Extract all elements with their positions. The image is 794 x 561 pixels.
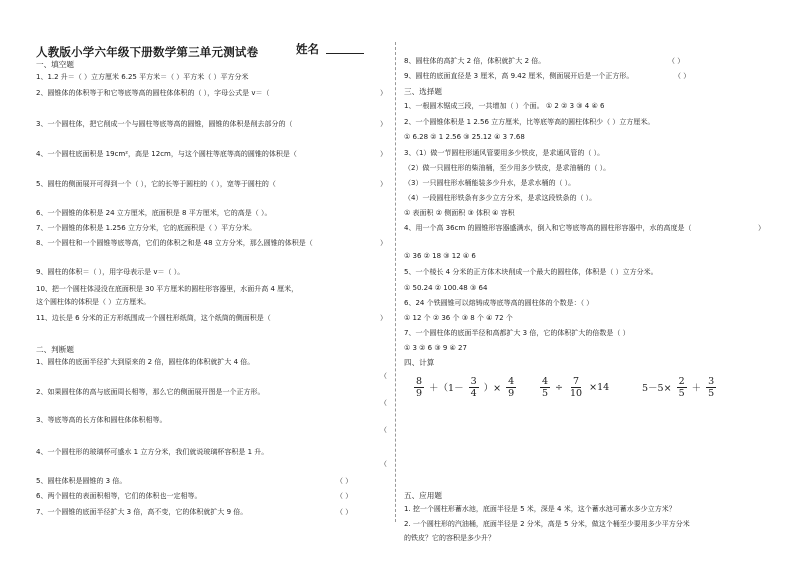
statement-line: 4、一个圆柱形的玻璃杯可盛水 1 立方分米，我们就说玻璃杯容积是 1 升。 <box>36 448 269 456</box>
fraction: $\frac{4}{9}$ <box>508 375 515 399</box>
statement-line: 6、两个圆柱的表面积相等，它们的体积也一定相等。 <box>36 492 202 500</box>
calc-expression-1: $\frac{8}{9}$ ＋（1－ $\frac{3}{4}$ ）× $\frac{4}{9}$ <box>416 375 515 399</box>
question-line: 1、一根圆木锯成三段，一共增加（ ）个面。 ① 2 ② 3 ③ 4 ④ 6 <box>404 102 605 110</box>
paren-close: ） <box>380 120 387 128</box>
answer-paren: （ <box>380 399 387 407</box>
option-line: ① 3 ② 6 ③ 9 ④ 27 <box>404 344 467 352</box>
question-line: 3、一个圆柱体，把它削成一个与圆柱等底等高的圆锥，圆锥的体积是削去部分的（ <box>36 120 293 128</box>
question-line: （2）做一只圆柱形的柴油桶，至少用多少铁皮，是求油桶的（ ）。 <box>404 164 611 172</box>
page-title: 人教版小学六年级下册数学第三单元测试卷 <box>36 45 259 59</box>
answer-paren: （ ） <box>336 492 353 500</box>
statement-line: 5、圆柱体积是圆锥的 3 倍。 <box>36 477 127 485</box>
option-line: ① 12 个 ② 36 个 ③ 8 个 ④ 72 个 <box>404 314 513 322</box>
question-line: （3）一只圆柱形水桶能装多少升水，是求水桶的（ ）。 <box>404 179 576 187</box>
question-line: 11、边长是 6 分米的正方形纸围成一个圆柱形纸筒，这个纸筒的侧面积是（ <box>36 314 271 322</box>
question-line: 这个圆柱体的体积是（ ）立方厘米。 <box>36 298 151 306</box>
question-line: 2、一个圆锥体积是 1 2.56 立方厘米，比等底等高的圆柱体积少（ ）立方厘米。 <box>404 118 655 126</box>
question-line: 1、1.2 升＝（ ）立方厘米 6.25 平方米＝（ ）平方米（ ）平方分米 <box>36 73 249 81</box>
question-line: 9、圆柱的体积＝（ ），用字母表示是 v＝（ ）。 <box>36 268 185 276</box>
answer-paren: （ <box>380 426 387 434</box>
paren-close: ） <box>380 89 387 97</box>
statement-line: 9、圆柱的底面直径是 3 厘米，高 9.42 厘米，侧面展开后是一个正方形。 <box>404 72 634 80</box>
answer-paren: （ ） <box>336 508 353 516</box>
question-line: 10、把一个圆柱体浸没在底面积是 30 平方厘米的圆柱形容器里，水面升高 4 厘米， <box>36 285 299 293</box>
section-fill-blank-title: 一、填空题 <box>36 60 74 69</box>
option-line: ① 表面积 ② 侧面积 ③ 体积 ④ 容积 <box>404 209 515 217</box>
problem-line: 1. 挖一个圆柱形蓄水池，底面半径是 5 米，深是 4 米，这个蓄水池可蓄水多少立方米？ <box>404 505 676 513</box>
fraction: $\frac{8}{9}$ <box>416 375 423 399</box>
answer-paren: （ ） <box>336 477 353 485</box>
option-line: ① 36 ② 18 ③ 12 ④ 6 <box>404 252 476 260</box>
question-line: 4、用一个高 36cm 的圆锥形容器盛满水，倒入和它等底等高的圆柱形容器中，水的高度是（ <box>404 224 692 232</box>
question-line: 5、一个棱长 4 分米的正方体木块削成一个最大的圆柱体，体积是（ ）立方分米。 <box>404 268 658 276</box>
right-column <box>404 0 764 561</box>
statement-line: 8、圆柱体的高扩大 2 倍，体积就扩大 2 倍。 <box>404 57 546 65</box>
column-divider <box>395 42 396 522</box>
paren-close: ） <box>380 314 387 322</box>
section-choice-title: 三、选择题 <box>404 87 442 96</box>
paren-close: ） <box>380 180 387 188</box>
answer-paren: （ ） <box>674 72 691 80</box>
statement-line: 1、圆柱体的底面半径扩大到原来的 2 倍，圆柱体的体积就扩大 4 倍。 <box>36 358 255 366</box>
fraction: $\frac{3}{5}$ <box>708 375 715 399</box>
option-line: ① 6.28 ② 1 2.56 ③ 25.12 ④ 3 7.68 <box>404 133 525 141</box>
fraction: $\frac{3}{4}$ <box>470 375 477 399</box>
problem-line: 的铁皮？它的容积是多少升？ <box>404 534 495 542</box>
answer-paren: （ <box>380 372 387 380</box>
question-line: 5、圆柱的侧面展开可得到一个（ ），它的长等于圆柱的（ ），宽等于圆柱的（ <box>36 180 276 188</box>
calc-expression-2: $\frac{4}{5}$ ÷ $\frac{7}{10}$ ×14 <box>542 375 610 399</box>
paren-close: ） <box>380 150 387 158</box>
answer-paren: （ ） <box>668 57 685 65</box>
name-blank-line <box>326 53 364 54</box>
question-line: 8、一个圆柱和一个圆锥等底等高，它们的体积之和是 48 立方分米，那么圆锥的体积是（ <box>36 239 313 247</box>
statement-line: 7、一个圆锥的底面半径扩大 3 倍，高不变，它的体积就扩大 9 倍。 <box>36 508 248 516</box>
answer-paren: （ <box>380 460 387 468</box>
question-line: 7、一个圆柱体的底面半径和高都扩大 3 倍，它的体积扩大的倍数是（ ） <box>404 329 630 337</box>
paren-close: ） <box>380 239 387 247</box>
section-true-false-title: 二、判断题 <box>36 345 74 354</box>
fraction: $\frac{4}{5}$ <box>542 375 549 399</box>
statement-line: 2、如果圆柱体的高与底面周长相等，那么它的侧面展开图是一个正方形。 <box>36 388 265 396</box>
problem-line: 2. 一个圆柱形的汽油桶，底面半径是 2 分米，高是 5 分米，做这个桶至少要用多少平方分米 <box>404 520 690 528</box>
calc-expression-3: 5－5× $\frac{2}{5}$ ＋ $\frac{3}{5}$ <box>642 375 715 399</box>
question-line: 6、24 个铁圆锥可以熔铸成等底等高的圆柱体的个数是：（ ） <box>404 299 594 307</box>
header-row <box>36 41 388 57</box>
question-line: 3、（1）做一节圆柱形通风管要用多少铁皮，是求通风管的（ ）。 <box>404 149 605 157</box>
paren-close: ） <box>758 224 765 232</box>
fraction: $\frac{2}{5}$ <box>678 375 685 399</box>
name-label: 姓名 <box>296 42 319 56</box>
option-line: ① 50.24 ② 100.48 ③ 64 <box>404 284 488 292</box>
question-line: 2、圆锥体的体积等于和它等底等高的圆柱体体积的（ ），字母公式是 v＝（ <box>36 89 270 97</box>
question-line: （4）一段圆柱形铁条有多少立方分米，是求这段铁条的（ ）。 <box>404 194 597 202</box>
section-calc-title: 四、计算 <box>404 358 435 367</box>
statement-line: 3、等底等高的长方体和圆柱体体积相等。 <box>36 416 167 424</box>
question-line: 7、一个圆锥的体积是 1.256 立方分米，它的底面积是（ ）平方分米。 <box>36 224 257 232</box>
question-line: 4、一个圆柱底面积是 19cm²，高是 12cm，与这个圆柱等底等高的圆锥的体积是（ <box>36 150 297 158</box>
fraction: $\frac{7}{10}$ <box>570 375 583 399</box>
question-line: 6、一个圆锥的体积是 24 立方厘米，底面积是 8 平方厘米，它的高是（ ）。 <box>36 209 272 217</box>
section-application-title: 五、应用题 <box>404 491 442 500</box>
left-column <box>36 0 388 561</box>
